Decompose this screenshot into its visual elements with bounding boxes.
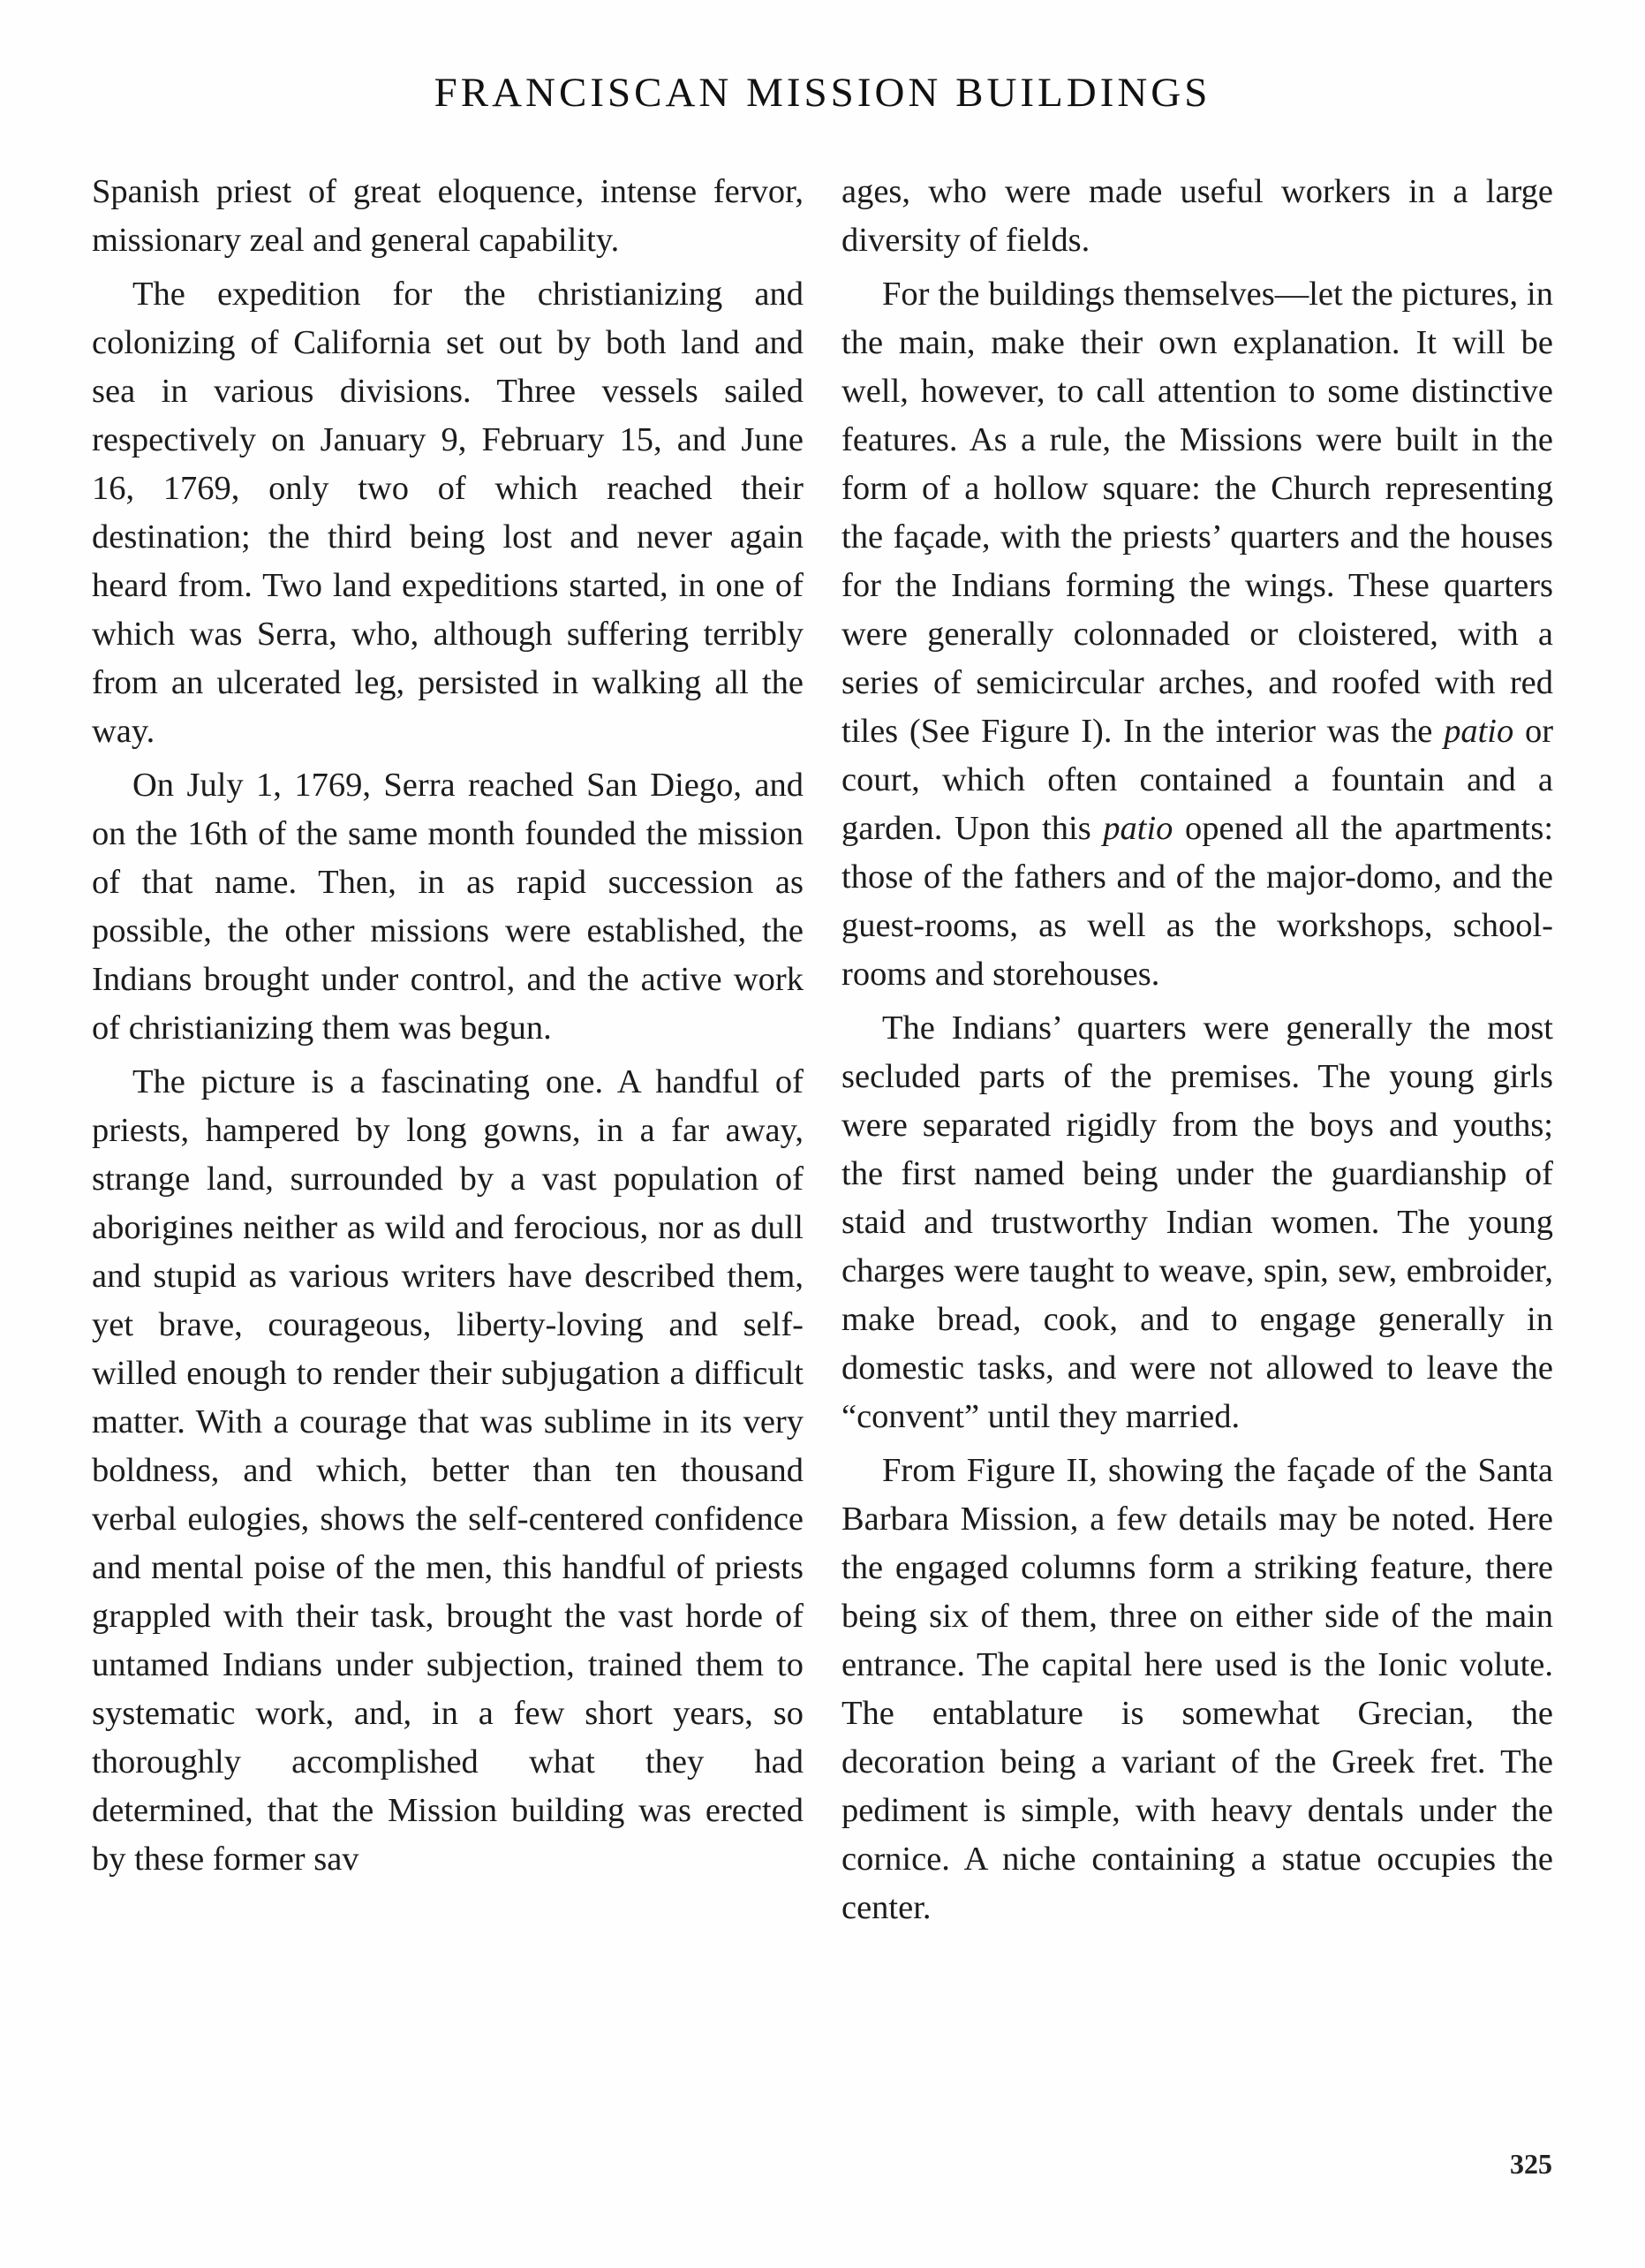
- paragraph: The Indians’ quarters were generally the most secluded parts of the premises. The young girls were separated rigidly from the boys and youths; the first named being under the guardianship of staid and trustworthy Indian women. The young charges were taught to weave, spin, sew, embroider, make bread, cook, and to engage generally in domestic tasks, and were not allowed to leave the “convent” until they married.: [841, 1009, 1553, 1435]
- paragraph: ages, who were made useful workers in a large diversity of fields.: [841, 173, 1553, 259]
- running-title: FRANCISCAN MISSION BUILDINGS: [434, 70, 1211, 116]
- paragraph: From Figure II, showing the façade of the Santa Barbara Mission, a few details may be noted. Here the engaged columns form a striking feature, there being six of them, three on either side of the main entrance. The capital here used is the Ionic volute. The entablature is somewhat Grecian, the decoration being a variant of the Greek fret. The pediment is simple, with heavy dentals under the cornice. A niche containing a statue occupies the center.: [841, 1452, 1553, 1926]
- paragraph: The picture is a fascinating one. A handful of priests, hampered by long gowns, in a far away, strange land, surrounded by a vast population of aborigines neither as wild and ferocious, nor as dull and stupid as various writers have described them, yet brave, courageous, liberty-loving and self-willed enough to render their subjugation a difficult matter. With a courage that was sublime in its very boldness, and which, better than ten thousand verbal eulogies, shows the self-centered confidence and mental poise of the men, this handful of priests grappled with their task, brought the vast horde of untamed Indians under subjection, trained them to systematic work, and, in a few short years, so thoroughly accomplished what they had determined, that the Mission building was erected by these former sav: [92, 1063, 804, 1878]
- left-column: [92, 168, 804, 1889]
- paragraph: The expedition for the christianizing and colonizing of California set out by both land and sea in various divisions. Three vessels sailed respectively on January 9, February 15, and June 16, 1769, only two of which reached their destination; the third being lost and never again heard from. Two land expeditions started, in one of which was Serra, who, although suffering terribly from an ulcerated leg, persisted in walking all the way.: [92, 276, 804, 750]
- paragraph: [841, 270, 1553, 999]
- text-run: opened all the apartments: those of the fathers and of the major-domo, and the guest-rooms, as well as the workshops, school-rooms and storehouses.: [841, 810, 1554, 993]
- italic-term: patio: [1103, 810, 1173, 847]
- paragraph: Spanish priest of great eloquence, intense fervor, missionary zeal and general capability.: [92, 173, 804, 259]
- paragraph: On July 1, 1769, Serra reached San Diego, and on the 16th of the same month founded the mission of that name. Then, in as rapid succession as possible, the other missions were established, the Indians brought under control, and the active work of christianizing them was begun.: [92, 767, 804, 1047]
- text-run: or court, which often contained a fountain and a garden. Upon this: [841, 713, 1554, 847]
- text-run: For the buildings themselves—let the pictures, in the main, make their own explanation. It will be well, however, to call attention to some distinctive features. As a rule, the Missions were built in the form of a hollow square: the Church representing the façade, with the priests’ quarters and the houses for the Indians forming the wings. These quarters were generally colonnaded or cloistered, with a series of semicircular arches, and roofed with red tiles (See Figure I). In the interior was the: [841, 276, 1553, 750]
- italic-term: patio: [1444, 713, 1514, 750]
- page-number: 325: [1510, 2148, 1552, 2180]
- right-column: [841, 168, 1553, 1938]
